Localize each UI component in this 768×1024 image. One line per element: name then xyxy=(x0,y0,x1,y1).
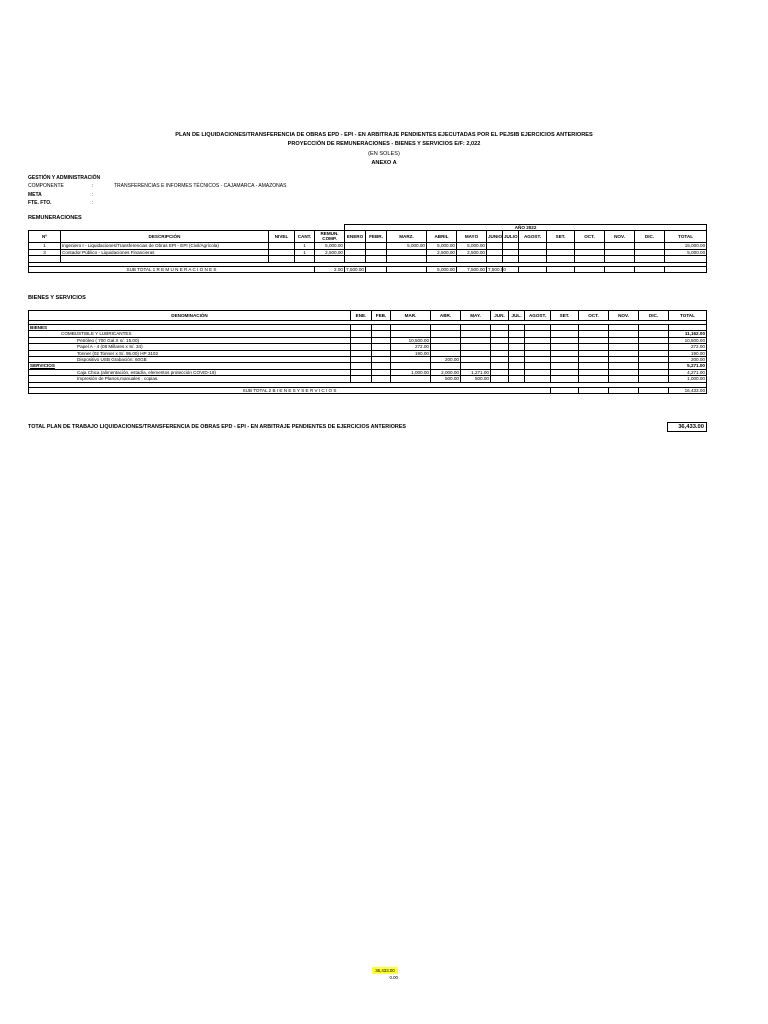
col-header: AGOST. xyxy=(519,231,547,243)
col-header: JUL. xyxy=(509,311,525,321)
info-label-meta: META xyxy=(28,192,42,198)
bienes-subtotal-row xyxy=(29,387,707,393)
row-label: Papel A - 4 (08 Millares x S/. 34) xyxy=(29,344,351,350)
subtotal-cell: 5,000.00 xyxy=(427,266,457,272)
col-header: TOTAL xyxy=(665,231,707,243)
table-cell: 500.00 xyxy=(431,376,461,382)
col-header: MAR. xyxy=(391,311,431,321)
table-cell: 190.00 xyxy=(669,350,707,356)
col-header: NIVEL xyxy=(269,231,295,243)
subtotal-cell: 7,500.00 xyxy=(457,266,487,272)
subtotal-cell: 7,500.00 xyxy=(488,266,506,272)
table-cell: 3 xyxy=(29,249,61,255)
doc-currency: (EN SOLES) xyxy=(368,151,400,157)
table-cell: 5,000.00 xyxy=(315,243,345,249)
col-header: DIC. xyxy=(635,231,665,243)
subtotal-cell xyxy=(605,266,635,272)
check-diff: 0.00 xyxy=(389,975,398,980)
col-header: NOV. xyxy=(605,231,635,243)
subtotal-cell xyxy=(665,266,707,272)
info-colon: : xyxy=(92,192,94,198)
subtotal-cell xyxy=(387,266,427,272)
grand-total-value: 36,433.00 xyxy=(667,422,707,432)
table-cell: 10,500.00 xyxy=(669,337,707,343)
row-label: COMBUSTIBLE Y LUBRICANTES xyxy=(29,331,351,337)
subtotal-cell xyxy=(547,266,575,272)
col-header: AGOST. xyxy=(525,311,551,321)
remuneraciones-subtotal-row xyxy=(29,266,707,272)
subtotal-total: 16,433.00 xyxy=(669,387,707,393)
info-colon: : xyxy=(92,183,94,189)
col-header: ENE. xyxy=(351,311,372,321)
table-cell: 2,000.00 xyxy=(431,369,461,375)
info-label-fte: FTE. FTO. xyxy=(28,200,52,206)
row-label: BIENES xyxy=(29,325,351,331)
col-header: REMUN. COMP. xyxy=(315,231,345,243)
info-title: GESTIÓN Y ADMINISTRACIÓN xyxy=(28,175,101,181)
row-label: Impresión de Planos,manuales , copias. xyxy=(29,376,351,382)
col-header: ENERO xyxy=(345,231,366,243)
table-cell: 10,500.00 xyxy=(391,337,431,343)
subtotal-cell xyxy=(635,266,665,272)
col-header: TOTAL xyxy=(669,311,707,321)
table-cell: 190.00 xyxy=(391,350,431,356)
table-cell: 2,500.00 xyxy=(315,249,345,255)
check-total-highlight: 36,433.00 xyxy=(372,967,398,974)
col-header: SET. xyxy=(551,311,579,321)
bienes-table xyxy=(28,310,707,394)
subtotal-cell: 7,500.00 xyxy=(346,266,364,272)
col-header: NOV. xyxy=(609,311,639,321)
table-cell: 200.00 xyxy=(669,357,707,363)
table-cell: 1,000.00 xyxy=(391,369,431,375)
table-cell: 1,271.00 xyxy=(461,369,491,375)
info-value-componente: TRANSFERENCIAS E INFORMES TÉCNICOS - CAJAMARCA - AMAZONAS xyxy=(114,183,287,189)
row-description: Contador Público - Liquidaciones Financieras xyxy=(61,249,269,255)
info-colon: : xyxy=(92,200,94,206)
row-label: SERVICIOS xyxy=(29,363,351,369)
col-header: SET. xyxy=(547,231,575,243)
table-cell: 5,000.00 xyxy=(427,243,457,249)
subtotal-cell: 2.00 xyxy=(315,266,345,272)
col-header: MAYO xyxy=(457,231,487,243)
col-header: Nº xyxy=(29,231,61,243)
col-header: JULIO xyxy=(503,231,519,243)
col-header: MARZ. xyxy=(387,231,427,243)
info-label-componente: COMPONENTE xyxy=(28,183,64,189)
doc-title: PLAN DE LIQUIDACIONES/TRANSFERENCIA DE OBRAS EPD - EPI - EN ARBITRAJE PENDIENTES EJECUTADAS POR EL PEJSIB EJERCICIOS ANTERIORES xyxy=(175,132,593,138)
table-cell: 5,271.00 xyxy=(669,363,707,369)
section-title-remuneraciones: REMUNERACIONES xyxy=(28,215,82,221)
table-cell: 1 xyxy=(295,249,315,255)
table-cell: 5,000.00 xyxy=(457,243,487,249)
col-header: CANT. xyxy=(295,231,315,243)
table-cell: 200.00 xyxy=(431,357,461,363)
subtotal-label: SUB TOTAL 2 B I E N E S Y S E R V I C I O S xyxy=(29,387,551,393)
table-cell: 1,000.00 xyxy=(669,376,707,382)
col-header: DIC. xyxy=(639,311,669,321)
section-title-bienes: BIENES Y SERVICIOS xyxy=(28,295,86,301)
subtotal-cell xyxy=(519,266,547,272)
doc-annex: ANEXO A xyxy=(371,160,397,166)
doc-subtitle: PROYECCIÓN DE REMUNERACIONES - BIENES Y SERVICIOS E/F: 2,022 xyxy=(287,141,481,147)
grand-total-label: TOTAL PLAN DE TRABAJO LIQUIDACIONES/TRANSFERENCIA DE OBRAS EPD - EPI - EN ARBITRAJE PENDIENTES DE EJERCICIOS ANTERIORES xyxy=(28,424,406,430)
row-label: Tonner (02 Tonner x S/. 95.00) HP 3102 xyxy=(29,350,351,356)
col-header: FEBR. xyxy=(366,231,387,243)
table-cell: 500.00 xyxy=(461,376,491,382)
subtotal-cell xyxy=(366,266,387,272)
row-label: Dispositivo USB Grabación: 60GB xyxy=(29,357,351,363)
table-cell: 272.00 xyxy=(669,344,707,350)
row-label: Caja Chica (alimentación, estadía, elementos protección COVID-19) xyxy=(29,369,351,375)
table-cell: 15,000.00 xyxy=(665,243,707,249)
subtotal-label: SUB TOTAL 1 R E M U N E R A C I O N E S xyxy=(29,266,315,272)
table-cell: 1 xyxy=(295,243,315,249)
col-header: ABRIL xyxy=(427,231,457,243)
col-header: MAY. xyxy=(461,311,491,321)
table-cell: 1 xyxy=(29,243,61,249)
remuneraciones-table xyxy=(28,224,707,273)
table-cell: 2,500.00 xyxy=(427,249,457,255)
row-label: Petróleo ( 700 Gal.X s/. 15.00) xyxy=(29,337,351,343)
col-header: DESCRIPCIÓN xyxy=(61,231,269,243)
table-cell: 5,000.00 xyxy=(387,243,427,249)
col-header: FEB. xyxy=(372,311,391,321)
col-header: JUNIO xyxy=(487,231,503,243)
col-header: JUN. xyxy=(491,311,509,321)
col-header: OCT. xyxy=(579,311,609,321)
col-header: DENOMINACIÓN xyxy=(29,311,351,321)
table-cell: 4,271.00 xyxy=(669,369,707,375)
year-header: AÑO 2022 xyxy=(345,225,707,231)
col-header: OCT. xyxy=(575,231,605,243)
subtotal-cell xyxy=(575,266,605,272)
table-cell: 11,162.00 xyxy=(669,331,707,337)
table-cell: 2,500.00 xyxy=(457,249,487,255)
table-cell: 5,000.00 xyxy=(665,249,707,255)
row-description: Ingeniero I - Liquidaciones/Transferencias de Obras EPI - EPI (Civil/Agrícola) xyxy=(61,243,269,249)
col-header: ABR. xyxy=(431,311,461,321)
table-cell: 272.00 xyxy=(391,344,431,350)
